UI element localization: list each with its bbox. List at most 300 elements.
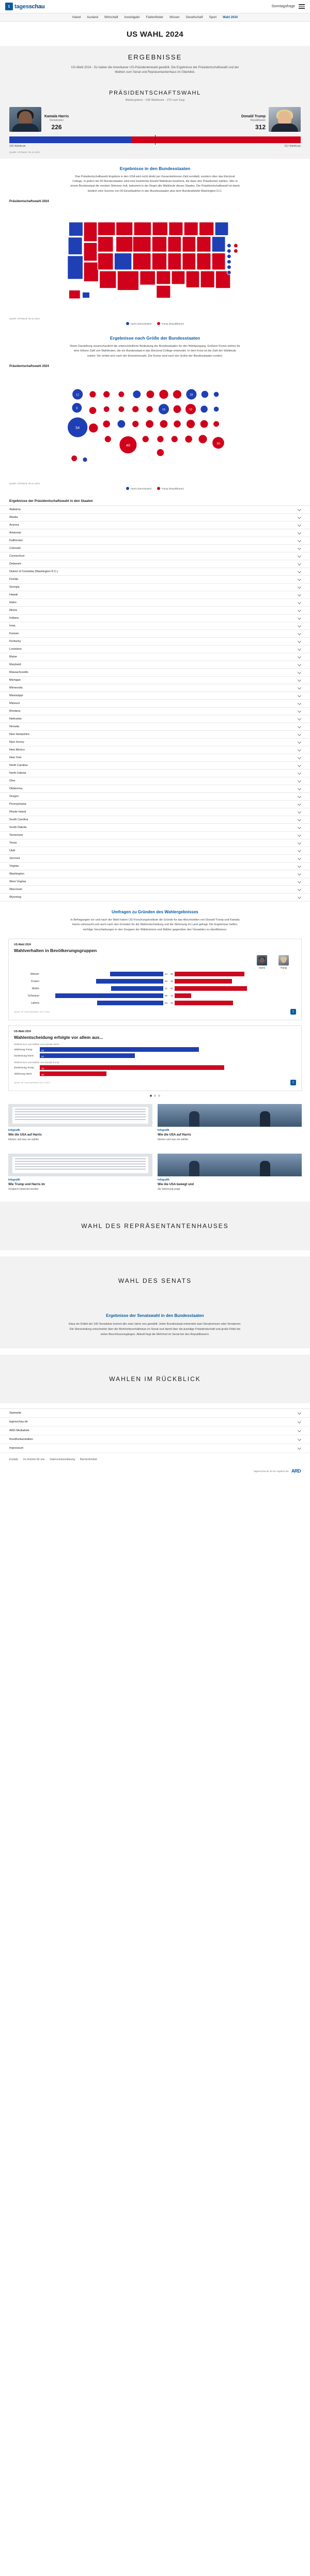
state-accordion-item[interactable] [0,839,310,847]
chevron-down-icon [298,554,301,557]
state-accordion-item[interactable] [0,622,310,630]
teaser-thumbnail [8,1154,152,1176]
state-label: North Carolina [9,764,28,767]
chevron-down-icon [298,523,301,526]
teaser-title: Wie die USA auf Harris [8,1133,42,1137]
state-accordion-item[interactable] [0,801,310,808]
dem-value: 53 [164,980,167,983]
state-label: Nevada [9,725,19,728]
footer-item-label: tagesschau.de [9,1420,28,1424]
chevron-down-icon [298,833,301,836]
sonntagsfrage-label: Sonntagsfrage [271,5,295,8]
chevron-down-icon [298,1411,301,1415]
voter-group-bars [42,986,296,991]
svg-text:12: 12 [76,393,80,397]
state-accordion-item[interactable] [0,700,310,708]
motivation-label: Zustimmung Harris [14,1054,34,1057]
motivation-value: 62 [41,1049,44,1052]
teaser-category: Infografik [158,1129,169,1132]
state-accordion-item[interactable] [0,731,310,739]
size-section-title: Ergebnisse nach Größe der Bundesstaaten [110,335,200,341]
review-band [0,1355,310,1403]
candidate-harris [9,107,155,132]
state-label: Maine [9,655,17,658]
state-label: Kentucky [9,640,21,643]
voter-group-label: Latinos [30,1001,39,1005]
chevron-down-icon [298,778,301,782]
state-accordion-item[interactable] [0,607,310,615]
map-source-1: Quelle: AP/Stand: 06.11.2024 [9,317,40,320]
chevron-down-icon [298,561,301,565]
chevron-down-icon [298,546,301,549]
state-label: Oregon [9,795,19,798]
card1-kicker: US-Wahl 2024 [14,943,31,947]
nav-item-wissen[interactable]: Wissen [169,16,180,19]
state-accordion-item[interactable] [0,545,310,553]
svg-text:28: 28 [190,393,193,397]
chevron-down-icon [298,530,301,534]
voter-group-row [14,979,296,984]
teaser-subtitle: die Stimmung prägt [158,1188,180,1191]
chevron-down-icon [298,585,301,588]
us-choropleth-map[interactable] [9,205,301,316]
teaser-row-1 [0,1097,310,1146]
carousel-dot-1[interactable] [150,1095,152,1097]
share-icon[interactable]: ⇪ [290,1080,296,1085]
chevron-down-icon [298,654,301,658]
state-label: Nebraska [9,717,22,720]
state-label: Minnesota [9,686,23,689]
electoral-bar-rep [132,136,301,143]
state-accordion-item[interactable] [0,785,310,793]
state-accordion-item[interactable] [0,824,310,832]
house-band [0,1202,310,1250]
state-label: Michigan [9,679,21,682]
state-label: Georgia [9,586,20,589]
majority-marker [155,135,156,145]
us-map-svg [9,205,301,316]
chevron-down-icon [298,709,301,712]
voter-group-bars [42,972,296,976]
rep-value: 46 [171,1002,174,1005]
dem-value: 41 [164,987,167,990]
footer-item-label: ARD-Mediathek [9,1429,29,1433]
nav-item-wirtschaft[interactable]: Wirtschaft [104,16,118,19]
chevron-down-icon [298,538,301,542]
state-accordion-item[interactable] [0,646,310,653]
electoral-section-title: Ergebnisse in den Bundesstaaten [119,165,191,171]
results-band [0,46,310,84]
motivation-value: 26 [41,1074,44,1077]
state-label: Wyoming [9,896,21,899]
footer-item-label: Impressum [9,1447,24,1450]
chevron-down-icon [298,616,301,619]
state-label: Florida [9,578,18,581]
state-accordion-item[interactable] [0,522,310,529]
electoral-bar-left-label: 226 Wahlleute [9,144,26,148]
state-accordion-item[interactable] [0,878,310,886]
top-bar-right [271,4,305,9]
card1-groups [14,972,296,1005]
state-accordion-item[interactable] [0,529,310,537]
state-accordion-item[interactable] [0,894,310,901]
candidate-harris-name: Kamala Harris [44,114,69,118]
state-label: Alabama [9,508,21,511]
state-label: South Dakota [9,826,27,829]
footer-link[interactable]: Datenschutzerklärung [50,1458,75,1462]
card2-kicker: US-Wahl 2024 [14,1030,31,1034]
chevron-down-icon [298,840,301,844]
chevron-down-icon [298,685,301,689]
footer-item[interactable] [0,1444,310,1453]
motivation-bar-row [14,1047,296,1052]
chevron-down-icon [298,670,301,673]
state-label: Arizona [9,524,19,527]
state-label: Hawaii [9,593,18,596]
candidate-trump-votes: 312 [255,123,266,131]
results-text: US-Wahl 2024 - So haben die Amerikaner US-Präsidentenwahl gewählt. Die Ergebnisse der Präsidentschaftswahl und der Wahlen zum Senat und Repräsentantenhaus im Überblick. [71,66,239,74]
map-title-1: Präsidentschaftswahl 2024 [9,200,49,203]
motivation-value: 37 [41,1055,44,1059]
state-accordion-item[interactable] [0,584,310,591]
survey-title: Umfragen zu Gründen des Wahlergebnisses [112,910,198,914]
candidate-trump-party: Republikaner [250,118,266,122]
rep-half [169,993,296,998]
chevron-down-icon [298,1437,301,1441]
dem-half [42,986,169,991]
motivation-bar-row [14,1053,296,1058]
electoral-vote-bar [9,136,301,143]
state-accordion-item[interactable] [0,568,310,576]
teaser-category: Infografik [158,1178,169,1182]
state-label: Maryland [9,663,21,666]
state-accordion-item[interactable] [0,591,310,599]
chevron-down-icon [298,693,301,697]
teaser-title: Wie Trump und Harris im [8,1183,45,1186]
rep-half [169,972,296,976]
dem-bar [97,1001,163,1005]
motivation-track [40,1065,296,1070]
motivation-track [40,1053,296,1058]
state-accordion-item[interactable] [0,630,310,638]
logo-mark-icon [5,3,13,10]
footer-links [0,1453,310,1461]
state-label: Utah [9,849,16,852]
card2-title: Wahlentscheidung erfolgte vor allem aus... [14,1035,103,1040]
voter-group-label: Weiße [32,987,39,990]
logo-text [14,4,45,10]
state-accordion-item[interactable] [0,777,310,785]
card1-harris-label: Harris [259,967,265,970]
chevron-down-icon [298,848,301,852]
svg-text:54: 54 [75,426,80,431]
card1-footer [14,1009,296,1015]
chevron-down-icon [298,1420,301,1423]
dem-half [42,1001,169,1005]
teaser-category: Infografik [8,1129,20,1132]
carousel-dot-2[interactable] [154,1095,156,1097]
dem-value: 85 [164,994,167,998]
rep-value: 55 [171,973,174,976]
chevron-down-icon [298,864,301,867]
state-accordion-item[interactable] [0,723,310,731]
motivation-fill [40,1065,224,1070]
state-accordion-item[interactable] [0,684,310,692]
chevron-down-icon [298,623,301,627]
electoral-bar-dem [9,136,132,143]
state-label: Illinois [9,609,18,612]
page-title: US WAHL 2024 [0,22,310,46]
state-label: Kansas [9,632,19,635]
state-label: Colorado [9,547,21,550]
chevron-down-icon [298,887,301,891]
state-accordion-item[interactable] [0,514,310,522]
candidate-harris-party: Demokraten [49,118,64,122]
state-label: South Carolina [9,818,28,821]
state-accordion-item[interactable] [0,739,310,746]
teaser-card[interactable] [158,1154,302,1192]
rep-half [169,986,296,991]
senate-states-text: Etwa ein Drittel der 100 Senatsitze kommt alle zwei Jahre neu gewählt. Jeder Bundesstaat entsendet zwei Senatorinnen oder Senatoren. Die Sitzverteilung entscheidet über die Mehrheitsverhältnisse im Senat und damit über die jeweilige Präsidentschaft und große Rolle bei vielen Beschlussvorgängen. Aktuell liegt die Mehrheit im Senat bei den Republikanern. [69,1323,241,1336]
card1-candidate-trump [278,955,289,969]
chevron-down-icon [298,794,301,798]
menu-icon[interactable] [299,4,305,9]
house-band-title: WAHL DES REPRÄSENTANTENHAUSES [81,1222,229,1230]
chevron-down-icon [298,647,301,650]
state-accordion-item[interactable] [0,708,310,715]
motivation-label: Zustimmung Trump [14,1066,34,1069]
teaser-thumbnail [158,1154,302,1176]
state-label: Kalifornien [9,539,23,542]
dem-value: 52 [164,1002,167,1005]
rep-half [169,1001,296,1005]
voter-group-label: Schwarze [28,994,39,998]
card1-candidates [14,955,289,969]
footer-link[interactable]: Barrierefreiheit [80,1458,97,1462]
chevron-down-icon [298,639,301,642]
survey-card-motivation [8,1025,302,1091]
state-accordion-item[interactable] [0,870,310,878]
states-accordion-title: Ergebnisse der Präsidentschaftswahl in den Staaten [9,499,93,503]
footer-item[interactable] [0,1409,310,1418]
teaser-card[interactable] [8,1154,152,1192]
state-accordion-item[interactable] [0,599,310,607]
presidential-section [0,84,310,159]
state-accordion-item[interactable] [0,677,310,684]
footer-item-label: Rundfunkanstalten [9,1438,33,1442]
state-accordion-item[interactable] [0,816,310,824]
footer-copyright: tagesschau.de ist ein Angebot der [254,1469,289,1473]
presidential-heading: PRÄSIDENTSCHAFTSWAHL [109,89,201,96]
chevron-down-icon [298,755,301,759]
candidate-row [0,107,310,132]
survey-section [0,901,310,933]
state-accordion-item[interactable] [0,793,310,801]
voter-group-row [14,986,296,991]
state-label: Louisiana [9,648,22,651]
rep-bar [175,986,247,991]
rep-half [169,979,296,984]
senate-states-title: Ergebnisse der Senatswahl in den Bundesstaaten [106,1313,204,1318]
state-label: Alaska [9,516,18,519]
motivation-fill [40,1053,135,1058]
state-label: Tennessee [9,834,23,837]
card2-group1-bars [14,1047,296,1058]
electoral-bar-right-label: 312 Wahlleute [284,144,301,148]
rep-bar [175,979,232,984]
motivation-label: Ablehnung Harris [14,1072,32,1076]
map-source-2: Quelle: AP/Stand: 06.11.2024 [9,482,40,485]
senate-band [0,1256,310,1305]
chevron-down-icon [298,724,301,728]
size-section-text: Diese Darstellung veranschaulicht die unterschiedliche Bedeutung der Bundesstaaten für den Wahlausgang. Größere Kreise stehen für eine höhere Zahl von Wahlleuten, die ein Bundesstaat in das Electoral College entsendet. In dem Kreis ist die Zahl der Wahlleute notiert. Sie richtet sich nach der Einwohnerzahl. Die Kreise sind nach der Größe der Bundesstaaten sortiert. [70,344,240,358]
motivation-track [40,1047,296,1052]
legend-dem-2: Harris (Demokraten) [126,487,152,490]
state-accordion-item[interactable] [0,886,310,894]
nav-item-investigativ[interactable]: Investigativ [124,16,140,19]
candidate-harris-info [44,115,69,132]
state-label: Texas [9,841,17,845]
map-legend-2 [9,487,301,490]
state-accordion-item[interactable] [0,863,310,870]
site-logo[interactable] [5,3,45,10]
carousel-dot-3[interactable] [158,1095,160,1097]
footer-link[interactable]: Im Zeichen für uns [23,1458,45,1462]
motivation-label: Ablehnung Trump [14,1048,33,1051]
candidate-trump [155,107,301,132]
footer-link[interactable]: Kontakt [9,1458,18,1462]
senate-band-title: WAHL DES SENATS [118,1277,192,1285]
card1-candidate-harris [257,955,267,969]
dem-bar [96,979,163,984]
state-accordion-item[interactable] [0,808,310,816]
nav-item-gesellschaft[interactable]: Gesellschaft [185,16,203,19]
chevron-down-icon [298,701,301,704]
nav-item-sport[interactable]: Sport [209,16,216,19]
chevron-down-icon [298,856,301,860]
voter-group-row [14,1001,296,1005]
presidential-subtitle: Wahlergebnis - 538 Wahlleute - 270 zum Sieg [125,98,185,102]
nav-item-faktenfinder[interactable]: Faktenfinder [146,16,163,19]
share-icon[interactable]: ⇪ [290,1009,296,1015]
state-label: Missouri [9,702,20,705]
state-accordion-item[interactable] [0,553,310,560]
voter-group-bars [42,993,296,998]
state-accordion-item[interactable] [0,847,310,855]
footer-list [0,1408,310,1453]
teaser-thumbnail [8,1104,152,1127]
state-label: Oklahoma [9,787,23,790]
chevron-down-icon [298,732,301,735]
motivation-fill [40,1071,106,1076]
state-accordion-item[interactable] [0,576,310,584]
state-label: District of Columbia (Washington D.C.) [9,570,58,573]
teaser-subtitle: blicken und was sie wählte [8,1138,39,1142]
teaser-title: Wie die USA bewegt und [158,1183,194,1186]
avatar-harris [9,107,41,132]
footer [0,1403,310,1483]
teaser-card[interactable] [158,1104,302,1142]
state-accordion-item[interactable] [0,560,310,568]
voter-group-label: Männer [30,972,39,976]
us-bubble-map[interactable] [9,370,301,481]
motivation-bar-row [14,1071,296,1076]
survey-card-groups [8,939,302,1020]
teaser-subtitle: Vergleich bewertet werden [8,1188,39,1191]
voter-group-bars [42,1001,296,1005]
state-accordion-item[interactable] [0,653,310,661]
state-accordion-item[interactable] [0,638,310,646]
teaser-card[interactable] [8,1104,152,1142]
state-accordion-item[interactable] [0,537,310,545]
candidate-harris-votes: 226 [51,123,62,131]
motivation-track [40,1071,296,1076]
card2-group-harris [14,1043,296,1058]
state-accordion-item[interactable] [0,615,310,622]
state-accordion-item[interactable] [0,855,310,863]
state-label: New Hampshire [9,733,30,736]
chevron-down-icon [298,786,301,790]
state-label: West Virginia [9,880,26,883]
state-accordion-item[interactable] [0,506,310,514]
state-accordion-item[interactable] [0,754,310,762]
electoral-section [0,159,310,328]
state-label: New Jersey [9,741,24,744]
state-label: Washington [9,872,24,876]
state-accordion-item[interactable] [0,746,310,754]
state-label: New York [9,756,22,759]
ard-logo: ARD [291,1468,301,1474]
state-label: Delaware [9,562,22,565]
state-accordion-item[interactable] [0,762,310,770]
candidate-trump-info [241,115,266,132]
dem-bar [111,986,163,991]
state-accordion-item[interactable] [0,715,310,723]
footer-item[interactable] [0,1418,310,1427]
footer-item-label: Startseite [9,1412,22,1415]
footer-item[interactable] [0,1435,310,1444]
state-accordion-item[interactable] [0,832,310,839]
chevron-down-icon [298,747,301,751]
chevron-down-icon [298,825,301,829]
state-label: Vermont [9,857,20,860]
avatar-trump [269,107,301,132]
card2-group-trump [14,1061,296,1076]
teaser-category: Infografik [8,1178,20,1182]
state-accordion-item[interactable] [0,692,310,700]
dem-half [42,972,169,976]
footer-item[interactable] [0,1427,310,1435]
state-accordion-item[interactable] [0,661,310,669]
nav-item-inland[interactable]: Inland [72,16,81,19]
svg-text:19: 19 [162,408,165,412]
brand-primary: tages [14,3,29,10]
rep-bar [175,972,244,976]
nav-item-ausland[interactable]: Ausland [87,16,98,19]
state-label: Idaho [9,601,17,604]
card1-source: Quelle: AP VoteCast/Stand: 06.11.2024 [14,1010,50,1014]
svg-text:40: 40 [126,443,130,448]
chevron-down-icon [298,763,301,766]
dem-half [42,993,169,998]
nav-item-wahl-2024[interactable]: Wahl 2024 [223,16,238,19]
card2-footer [14,1080,296,1085]
sonntagsfrage-link[interactable] [271,5,295,8]
state-accordion-item[interactable] [0,669,310,677]
rep-value: 57 [171,987,174,990]
map-title-2: Präsidentschaftswahl 2024 [9,365,49,368]
state-accordion-item[interactable] [0,770,310,777]
